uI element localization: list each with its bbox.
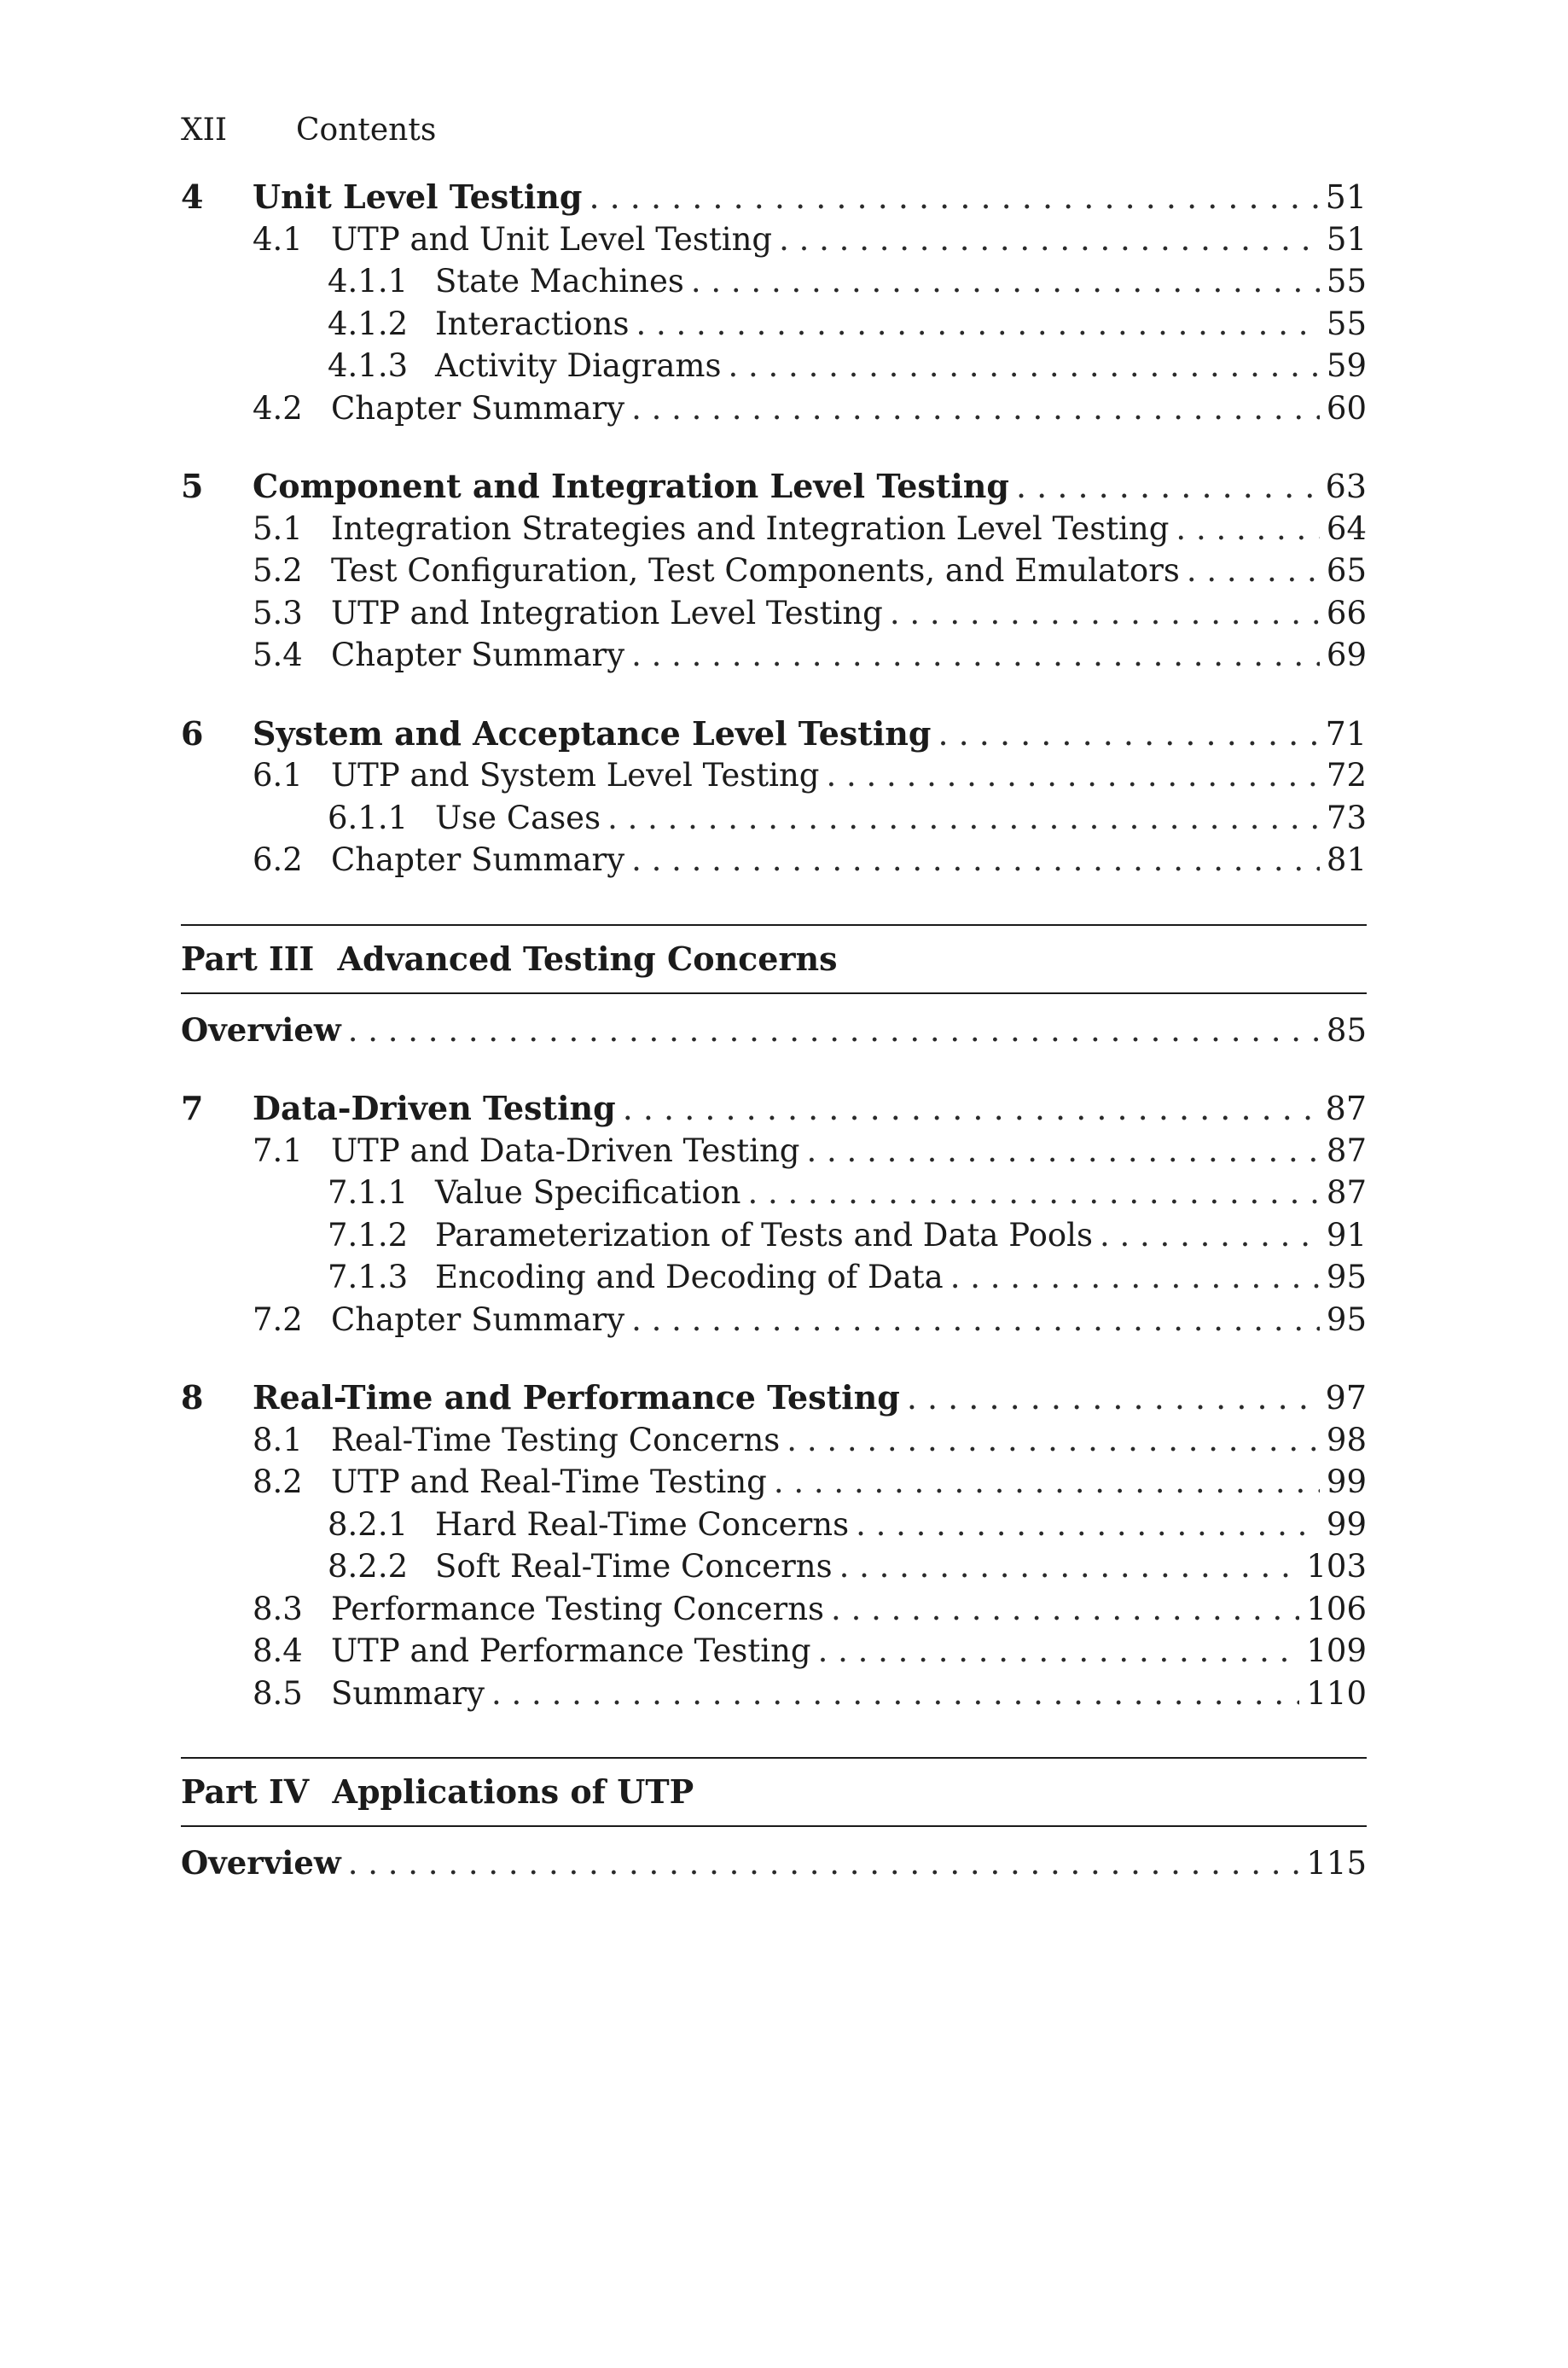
toc-entry-subsection[interactable] — [181, 1545, 1367, 1588]
toc-entry-number: 8.2.2 — [328, 1548, 409, 1585]
toc-entry-chapter[interactable] — [181, 1087, 1367, 1130]
dot-leader — [818, 1630, 1300, 1673]
toc-entry-number: 8.2 — [253, 1463, 303, 1500]
toc-entry-section[interactable] — [181, 1630, 1367, 1673]
toc-entry-page: 65 — [1326, 552, 1367, 589]
toc-entry-number: 5.2 — [253, 552, 303, 589]
toc-entry-subsection[interactable] — [181, 1172, 1367, 1214]
toc-entry-number: 7.1 — [253, 1132, 303, 1169]
spacer — [181, 1341, 1367, 1376]
toc-entry-number: 5 — [181, 467, 204, 505]
part-heading-iii — [181, 924, 1367, 994]
toc-entry-chapter[interactable] — [181, 713, 1367, 755]
toc-entry-number: 8.3 — [253, 1590, 303, 1627]
part-label: Part III — [181, 939, 315, 978]
toc-entry-number: 4.1.1 — [328, 263, 409, 300]
dot-leader — [636, 303, 1319, 346]
toc-entry-section[interactable] — [181, 592, 1367, 635]
dot-leader — [631, 634, 1320, 677]
toc-entry-page: 59 — [1326, 347, 1367, 384]
dot-leader — [348, 1842, 1300, 1885]
toc-entry-number: 7.1.1 — [328, 1174, 409, 1211]
dot-leader — [348, 1009, 1320, 1052]
toc-entry-number: 5.1 — [253, 509, 303, 547]
dot-leader — [787, 1419, 1320, 1462]
toc-entry-title: Hard Real-Time Concerns — [435, 1505, 850, 1543]
toc-entry-number: 7.1.2 — [328, 1216, 409, 1254]
dot-leader — [950, 1256, 1320, 1299]
running-head-page-number: XII — [181, 113, 228, 148]
toc-entry-title: Soft Real-Time Concerns — [435, 1548, 833, 1585]
toc-entry-page: 63 — [1325, 468, 1367, 505]
toc-entry-title: Interactions — [435, 305, 630, 342]
toc-entry-subsection[interactable] — [181, 303, 1367, 346]
dot-leader — [631, 839, 1320, 881]
toc-entry-page: 81 — [1326, 841, 1367, 878]
toc-entry-page: 64 — [1326, 509, 1367, 547]
toc-entry-section[interactable] — [181, 634, 1367, 677]
toc-entry-page: 87 — [1325, 1090, 1367, 1127]
toc-entry-page: 51 — [1326, 220, 1367, 258]
toc-entry-page: 85 — [1326, 1011, 1367, 1049]
toc-entry-chapter[interactable] — [181, 465, 1367, 508]
toc-entry-section[interactable] — [181, 1299, 1367, 1341]
toc-entry-number: 7 — [181, 1089, 204, 1127]
dot-leader — [691, 260, 1320, 303]
toc-entry-number: 6.1.1 — [328, 799, 409, 836]
toc-entry-number: 8.4 — [253, 1632, 303, 1669]
dot-leader — [774, 1461, 1320, 1504]
toc-entry-section[interactable] — [181, 754, 1367, 797]
toc-entry-subsection[interactable] — [181, 1256, 1367, 1299]
toc-entry-subsection[interactable] — [181, 1214, 1367, 1257]
toc-entry-number: 4.2 — [253, 389, 303, 427]
dot-leader — [826, 754, 1319, 797]
dot-leader — [607, 797, 1320, 840]
toc-entry-title: Integration Strategies and Integration Level Testing — [331, 509, 1170, 547]
toc-entry-page: 98 — [1326, 1421, 1367, 1458]
toc-entry-page: 109 — [1306, 1632, 1367, 1669]
toc-entry-title: Chapter Summary — [331, 841, 625, 878]
toc-entry-page: 73 — [1326, 799, 1367, 836]
toc-entry-section[interactable] — [181, 387, 1367, 430]
toc-entry-number: 8 — [181, 1378, 204, 1417]
toc-entry-overview[interactable] — [181, 1842, 1367, 1885]
dot-leader — [1100, 1214, 1320, 1257]
toc-entry-page: 60 — [1326, 389, 1367, 427]
part-title: Applications of UTP — [332, 1772, 694, 1811]
toc-entry-number: 8.2.1 — [328, 1505, 409, 1543]
toc-entry-title: State Machines — [435, 263, 684, 300]
toc-entry-title: Chapter Summary — [331, 1300, 625, 1338]
dot-leader — [807, 1130, 1320, 1172]
toc-entry-title: Overview — [181, 1844, 341, 1882]
toc-entry-title: UTP and Data-Driven Testing — [331, 1132, 800, 1169]
toc-entry-number: 7.2 — [253, 1300, 303, 1338]
toc-entry-section[interactable] — [181, 1130, 1367, 1172]
toc-entry-page: 99 — [1326, 1463, 1367, 1500]
toc-entry-chapter[interactable] — [181, 1376, 1367, 1419]
toc-entry-title: Summary — [331, 1674, 485, 1712]
dot-leader — [1176, 508, 1319, 550]
toc-entry-title: Parameterization of Tests and Data Pools — [435, 1216, 1093, 1254]
toc-entry-title: Use Cases — [435, 799, 601, 836]
toc-entry-page: 87 — [1326, 1174, 1367, 1211]
toc-block-chapters-4-6 — [181, 176, 1367, 881]
dot-leader — [839, 1545, 1300, 1588]
toc-entry-title: UTP and Real-Time Testing — [331, 1463, 767, 1500]
toc-page — [181, 109, 1367, 1885]
toc-entry-overview[interactable] — [181, 1009, 1367, 1052]
toc-entry-subsection[interactable] — [181, 1504, 1367, 1546]
toc-entry-number: 8.1 — [253, 1421, 303, 1458]
toc-entry-subsection[interactable] — [181, 797, 1367, 840]
toc-entry-page: 95 — [1326, 1300, 1367, 1338]
toc-entry-page: 71 — [1325, 714, 1367, 753]
toc-entry-title: Data-Driven Testing — [253, 1089, 616, 1127]
part-label: Part IV — [181, 1772, 310, 1811]
spacer — [181, 1051, 1367, 1087]
dot-leader — [747, 1172, 1319, 1214]
dot-leader — [779, 218, 1320, 261]
toc-entry-page: 72 — [1326, 757, 1367, 794]
toc-entry-chapter[interactable] — [181, 176, 1367, 218]
dot-leader — [623, 1088, 1319, 1131]
toc-entry-title: Real-Time and Performance Testing — [253, 1378, 900, 1417]
toc-entry-page: 87 — [1326, 1132, 1367, 1169]
toc-entry-title: Unit Level Testing — [253, 177, 583, 216]
toc-entry-title: Overview — [181, 1010, 341, 1049]
toc-entry-section[interactable] — [181, 1419, 1367, 1462]
toc-entry-page: 99 — [1326, 1505, 1367, 1543]
dot-leader — [631, 387, 1320, 430]
toc-entry-number: 6.1 — [253, 757, 303, 794]
running-head-title: Contents — [296, 113, 437, 148]
toc-entry-subsection[interactable] — [181, 260, 1367, 303]
toc-entry-page: 55 — [1326, 263, 1367, 300]
dot-leader — [589, 177, 1318, 219]
toc-entry-title: Performance Testing Concerns — [331, 1590, 825, 1627]
toc-entry-number: 7.1.3 — [328, 1259, 409, 1295]
part-heading-iv — [181, 1757, 1367, 1827]
dot-leader — [890, 592, 1320, 635]
toc-entry-page: 51 — [1325, 178, 1367, 216]
part-title: Advanced Testing Concerns — [337, 939, 838, 978]
dot-leader — [631, 1299, 1320, 1341]
toc-entry-title: Chapter Summary — [331, 389, 625, 427]
toc-entry-title: Component and Integration Level Testing — [253, 467, 1010, 505]
toc-entry-page: 66 — [1326, 594, 1367, 631]
running-head — [181, 109, 1367, 152]
toc-entry-section[interactable] — [181, 550, 1367, 592]
toc-entry-title: Chapter Summary — [331, 637, 625, 673]
toc-entry-number: 4.1.3 — [328, 347, 409, 384]
toc-entry-number: 6.2 — [253, 841, 303, 878]
toc-entry-title: UTP and Integration Level Testing — [331, 594, 883, 631]
toc-entry-number: 6 — [181, 713, 204, 753]
dot-leader — [1187, 550, 1320, 592]
toc-entry-section[interactable] — [181, 839, 1367, 881]
toc-entry-page: 69 — [1326, 637, 1367, 673]
toc-entry-section[interactable] — [181, 1461, 1367, 1504]
toc-entry-page: 106 — [1306, 1590, 1367, 1627]
toc-entry-section[interactable] — [181, 1673, 1367, 1715]
toc-entry-title: Real-Time Testing Concerns — [331, 1421, 781, 1458]
toc-entry-page: 103 — [1306, 1548, 1367, 1585]
toc-entry-page: 55 — [1326, 305, 1367, 342]
toc-entry-subsection[interactable] — [181, 345, 1367, 387]
toc-entry-title: Activity Diagrams — [435, 347, 722, 384]
toc-entry-title: Encoding and Decoding of Data — [435, 1259, 944, 1295]
toc-entry-page: 115 — [1306, 1845, 1367, 1882]
toc-entry-number: 5.4 — [253, 637, 303, 673]
toc-entry-title: UTP and Performance Testing — [331, 1632, 811, 1669]
dot-leader — [728, 345, 1319, 387]
toc-entry-title: System and Acceptance Level Testing — [253, 713, 932, 753]
toc-entry-section[interactable] — [181, 508, 1367, 550]
toc-entry-number: 5.3 — [253, 594, 303, 631]
toc-entry-page: 110 — [1306, 1674, 1367, 1712]
toc-entry-page: 91 — [1326, 1216, 1367, 1254]
toc-entry-number: 8.5 — [253, 1674, 303, 1712]
spacer — [181, 429, 1367, 465]
toc-entry-number: 4 — [181, 177, 204, 216]
toc-entry-title: Value Specification — [435, 1174, 741, 1211]
spacer — [181, 677, 1367, 713]
dot-leader — [907, 1377, 1319, 1420]
dot-leader — [491, 1673, 1299, 1715]
toc-entry-title: UTP and Unit Level Testing — [331, 220, 773, 258]
toc-entry-section[interactable] — [181, 218, 1367, 261]
toc-entry-page: 95 — [1326, 1259, 1367, 1295]
dot-leader — [938, 713, 1318, 756]
toc-entry-title: Test Configuration, Test Components, and Emulators — [331, 552, 1180, 589]
toc-entry-section[interactable] — [181, 1588, 1367, 1631]
toc-entry-number: 4.1 — [253, 220, 303, 258]
toc-entry-number: 4.1.2 — [328, 305, 409, 342]
toc-block-chapters-7-8 — [181, 1087, 1367, 1714]
dot-leader — [856, 1504, 1320, 1546]
dot-leader — [1016, 466, 1319, 509]
toc-entry-page: 97 — [1325, 1379, 1367, 1417]
toc-entry-title: UTP and System Level Testing — [331, 757, 820, 794]
dot-leader — [831, 1588, 1299, 1631]
